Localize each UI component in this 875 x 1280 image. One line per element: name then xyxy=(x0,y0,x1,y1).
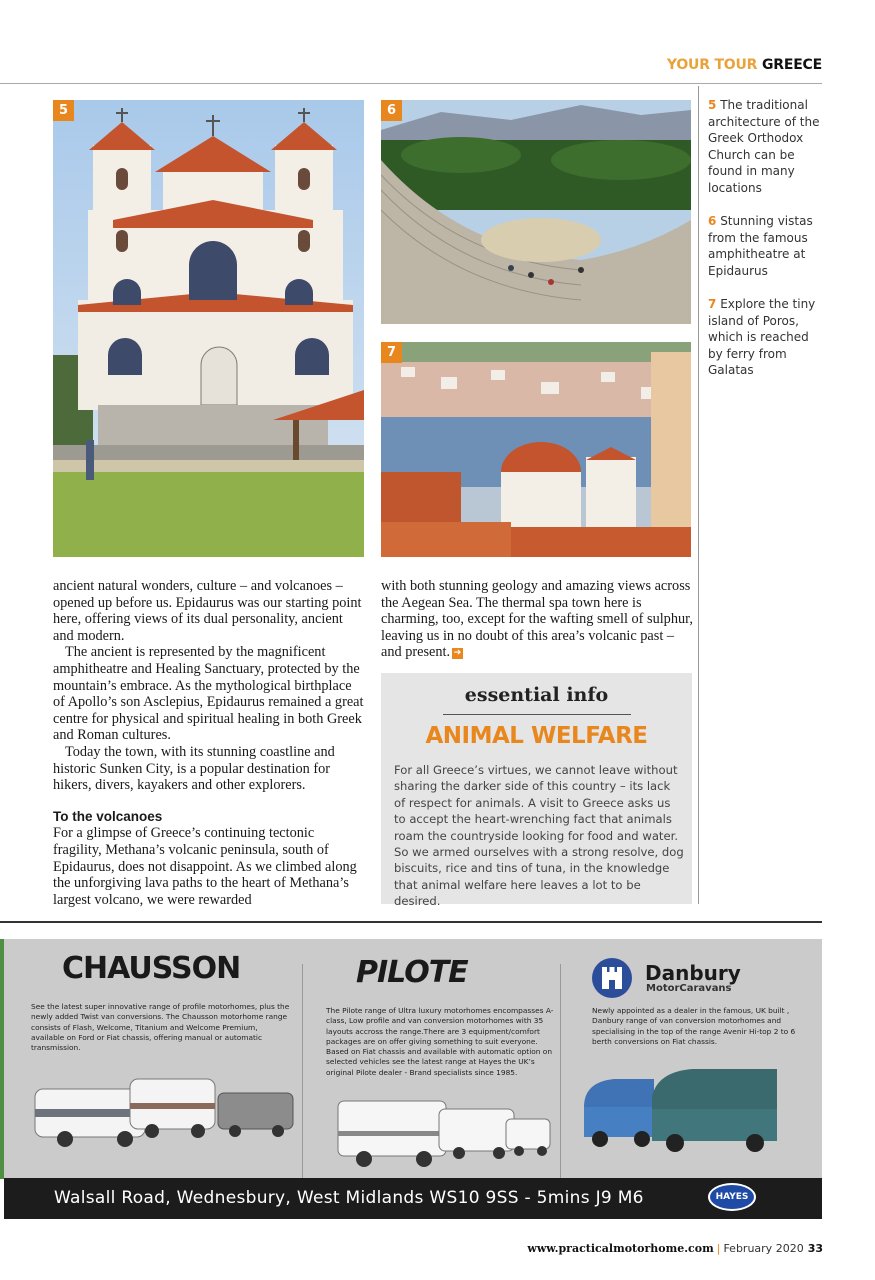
end-of-article-icon: ➔ xyxy=(453,647,462,658)
info-box-kicker: essential info xyxy=(464,684,609,706)
caption-6-text: Stunning vistas from the famous amphitheatre at Epidaurus xyxy=(708,214,813,278)
article-paragraph: with both stunning geology and amazing views across the Aegean Sea. The thermal spa town here is charming, too, except for the wafting smell of sulphur, leaving us in no doubt of this area’s volcanic past – and present. xyxy=(381,578,693,661)
article-paragraph: Today the town, with its stunning coastline and historic Sunken City, is a popular destination for hikers, divers, kayakers and other explorers. xyxy=(53,743,335,794)
caption-7-num: 7 xyxy=(708,297,717,311)
danbury-subtitle: MotorCaravans xyxy=(646,983,732,994)
address-bar xyxy=(4,1178,822,1219)
chausson-text: See the latest super innovative range of profile motorhomes, plus the newly added Twist van conversions. The Chausson motorhome range consists of Flash, Welcome, Titanium and Welcome Premium, available on Ford or Fiat chassis, offering manual or automatic transmission. xyxy=(31,1002,290,1053)
section-tag-part1: YOUR TOUR xyxy=(666,57,758,73)
article-paragraph: ancient natural wonders, culture – and volcanoes – opened up before us. Epidaurus was our starting point here, offering views of its dual personality, ancient and modern. xyxy=(53,578,362,644)
danbury-vehicles-image xyxy=(580,1067,790,1162)
info-box-rule xyxy=(443,714,631,715)
pilote-logo: PILOTE xyxy=(356,955,468,990)
article-paragraph-end xyxy=(381,578,693,661)
footer-divider: | xyxy=(716,1242,721,1255)
info-box-body: For all Greece’s virtues, we cannot leave without sharing the darker side of this country – its lack of respect for animals. A visit to Greece asks us to accept the heart-wrenching fact that animals roam the countryside looking for food and water. So we armed ourselves with a strong resolve, dog biscuits, rice and tins of tuna, in the knowledge that animal welfare here leaves a lot to be desired. xyxy=(394,763,684,909)
pilote-text: The Pilote range of Ultra luxury motorhomes encompasses A-class, Low profile and van conversion motorhomes with 35 layouts accross the range.There are 3 equipment/comfort packages are on offer giving something to suit everyone. Based on Fiat chassis and available with automatic option on selected vehicles see the latest range at Hayes the UK’s original Pilote dealer - Brand specialists since 1985. xyxy=(326,1006,554,1077)
caption-7 xyxy=(708,296,823,379)
danbury-emblem-icon xyxy=(591,957,633,999)
dealer-address: Walsall Road, Wednesbury, West Midlands WS10 9SS - 5mins J9 M6 xyxy=(54,1188,644,1208)
footer-issue: February 2020 xyxy=(723,1242,804,1255)
photo-captions xyxy=(708,97,823,396)
amphitheatre-illustration xyxy=(381,100,691,324)
church-illustration xyxy=(53,100,364,557)
section-tag xyxy=(667,57,822,73)
caption-5 xyxy=(708,97,823,196)
photo-number-5: 5 xyxy=(53,100,74,121)
photo-amphitheatre xyxy=(381,100,691,324)
page-footer xyxy=(527,1242,823,1255)
danbury-text: Newly appointed as a dealer in the famous, UK built , Danbury range of van conversion motorhomes and specialising in the top of the range Avenir Hi-top 2 to 6 berth conversions on Fiat chassis. xyxy=(592,1006,796,1046)
ad-separator xyxy=(302,964,303,1194)
essential-info-box xyxy=(381,673,692,909)
chausson-vehicles-image xyxy=(30,1071,295,1151)
article-paragraph: The ancient is represented by the magnificent amphitheatre and Healing Sanctuary, protected by the mountain’s embrace. As the mythological birthplace of Apollo’s son Asclepius, Epidaurus remained a great centre for physical and spiritual healing in both Greek and Roman cultures. xyxy=(53,644,364,744)
photo-number-7: 7 xyxy=(381,342,402,363)
caption-5-num: 5 xyxy=(708,98,717,112)
caption-5-text: The traditional architecture of the Greek Orthodox Church can be found in many locations xyxy=(708,98,820,195)
hayes-badge: HAYES xyxy=(708,1183,756,1211)
footer-url: www.practicalmotorhome.com xyxy=(527,1242,714,1255)
poros-illustration xyxy=(381,342,691,557)
info-box-title: ANIMAL WELFARE xyxy=(425,723,648,749)
article-subhead: To the volcanoes xyxy=(53,808,163,824)
ad-divider xyxy=(0,921,822,923)
caption-7-text: Explore the tiny island of Poros, which is reached by ferry from Galatas xyxy=(708,297,816,377)
pilote-vehicles-image xyxy=(334,1091,554,1171)
article-column-2 xyxy=(381,578,693,661)
advertisement xyxy=(4,939,822,1219)
article-paragraph: For a glimpse of Greece’s continuing tectonic fragility, Methana’s volcanic peninsula, south of Epidaurus, does not disappoint. As we climbed along the unforgiving lava paths to the heart of Methana’s largest volcano, we were rewarded xyxy=(53,825,357,908)
caption-6-num: 6 xyxy=(708,214,717,228)
ad-separator xyxy=(560,964,561,1194)
sidebar-rule xyxy=(698,86,699,904)
photo-number-6: 6 xyxy=(381,100,402,121)
section-tag-part2: GREECE xyxy=(761,57,822,73)
danbury-logo: Danbury xyxy=(645,961,741,985)
caption-6 xyxy=(708,213,823,279)
photo-poros xyxy=(381,342,691,557)
header-rule xyxy=(0,83,822,84)
photo-church xyxy=(53,100,364,557)
chausson-logo: CHAUSSON xyxy=(62,951,241,986)
article-column-1 xyxy=(53,578,365,908)
page-number: 33 xyxy=(807,1242,823,1255)
